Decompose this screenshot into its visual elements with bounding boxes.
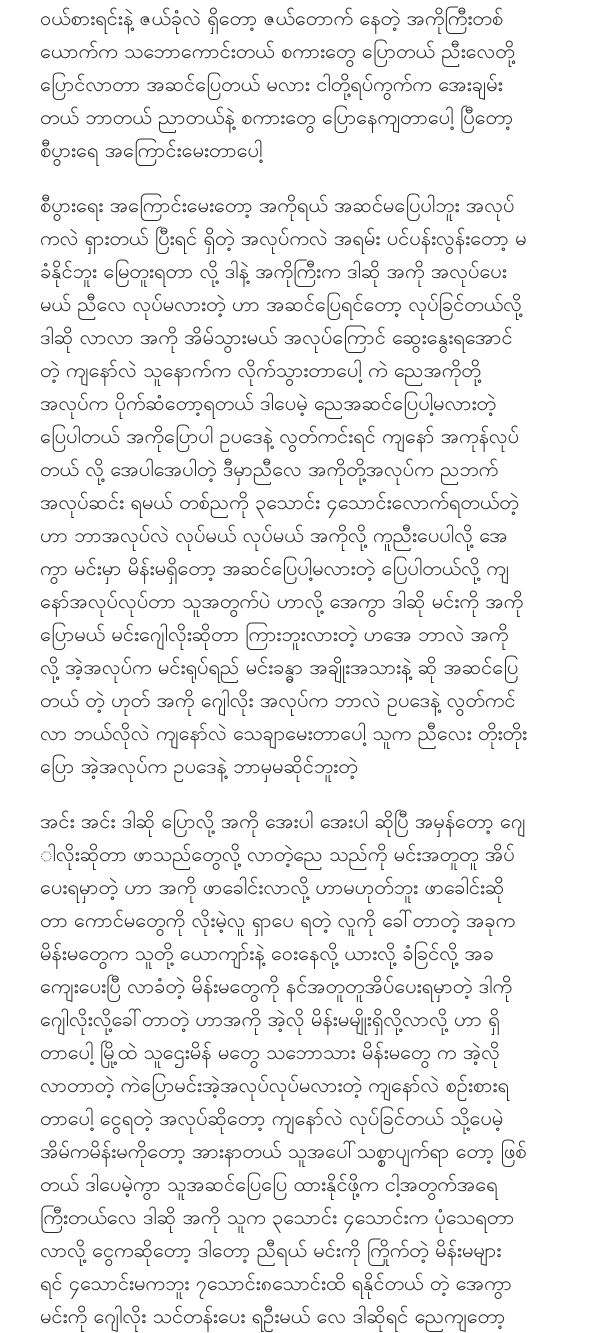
text-line: ခံနိုင်ဘူး မြေတူးရတာ လို့ ဒါနဲ့ အကိုကြီးက ဒါဆို အကို အလုပ်ပေး [40, 259, 507, 283]
text-line: မယ် ညီလေ လုပ်မလားတဲ့ ဟာ အဆင်ပြေရင်တော့ လုပ်ခြင်တယ်လို့ [40, 292, 522, 316]
text-line: ဒါဆို လာလာ အကို အိမ်သွားမယ် အလုပ်ကြောင် ဆွေးနွေးရအောင် [40, 325, 513, 349]
text-line: လို့ အဲ့အလုပ်က မင်းရုပ်ရည် မင်းခန္ဓာ အချိုးအသားနဲ့ ဆို အဆင်ပြေ [40, 655, 519, 679]
text-line: ကလဲ ရှားတယ် ပြီးရင် ရှိတဲ့ အလုပ်ကလဲ အရမ်း ပင်ပန်းလွန်းတော့ မ [40, 226, 527, 250]
text-line: တယ် တဲ့ ဟုတ် အကို ဂျေါလိုး အလုပ်က ဘာလဲ ဥပဒေနဲ့ လွတ်ကင် [40, 688, 516, 712]
text-line: ပြောင်လာတာ အဆင်ပြေတယ် မလား ငါတို့ရပ်ကွက်က အေးချမ်း [40, 72, 503, 96]
text-line: စီပွားရေ အကြောင်းမေးတာပေါ့ [40, 138, 263, 162]
text-line: ဟာ ဘာအလုပ်လဲ လုပ်မယ် လုပ်မယ် အကိုလို့ ကူညီးပေပါလို့ အေ [40, 523, 508, 547]
text-line: တာ ကောင်မတွေကို လိုးမဲ့လူ ရှာပေ ရတဲ့ လူကို ခေါ်တာတဲ့ အခုက [40, 908, 516, 932]
text-line: လာလို့ ငွေကဆိုတော့ ဒါတော့ ညီရယ် မင်းကို ကြိုက်တဲ့ မိန်းမများ [40, 1238, 502, 1262]
text-line: မိန်းမတွေက သူတို့ ယောကျာ်းနဲ့ ဝေးနေလို့ ယားလို့ ခံခြင်လို့ အခ [40, 941, 494, 965]
text-line: တဲ့ ကျနော်လဲ သူနောက်က လိုက်သွားတာပေါ့ ကဲ ညေအကိုတို့ [40, 358, 481, 382]
text-line: တယ် ဒါပေမဲ့ကွာ သူအဆင်ပြေပြေ ထားနိုင်ဖို့က ငါ့အတွက်အရေ [40, 1172, 498, 1196]
text-line: ကျေးပေးပြီ လာခံတဲ့ မိန်းမတွေကို နင်အတူတူအိပ်ပေးရမှာတဲ့ ဒါကို [40, 974, 513, 998]
paragraph-2 [40, 189, 594, 783]
text-line: ဝယ်စားရင်းနဲ့ ဇယ်ခုံလဲ ရှိတော့ ဇယ်တောက် နေတဲ့ အကိုကြီးတစ် [40, 6, 504, 30]
paragraph-3 [40, 805, 594, 1333]
text-line: ကြီးတယ်လေ ဒါဆို အကို သူက ၃သောင်း ၄သောင်းက ပုံသေရတာ [40, 1205, 515, 1229]
text-line: ါလိုးဆိုတာ ဖာသည်တွေလို့ လာတဲ့ညေ သည်ကို မင်းအတူတူ အိပ် [40, 842, 515, 866]
text-line: စီပွားရေး အကြောင်းမေးတော့ အကိုရယ် အဆင်မပြေပါဘူး အလုပ် [40, 193, 515, 217]
text-line: တာပေါ့ ငွေရတဲ့ အလုပ်ဆိုတော့ ကျနော်လဲ လုပ်ခြင်တယ် သို့ပေမဲ့ [40, 1106, 504, 1130]
text-line: တယ် လို့ အေပါအေပါတဲ့ ဒီမှာညီလေ အကိုတို့အလုပ်က ညဘက် [40, 457, 499, 481]
text-line: ပြောမယ် မင်းဂျေါလိုးဆိုတာ ကြားဘူးလားတဲ့ ဟအေ ဘာလဲ အကို [40, 622, 509, 646]
paragraph-1 [40, 2, 594, 167]
text-line: အိမ်ကမိန်းမကိုတော့ အားနာတယ် သူအပေါ်သစ္စာပျက်ရာ တော့ ဖြစ် [40, 1139, 527, 1163]
text-line: အလုပ်က ပိုက်ဆံတော့ရတယ် ဒါပေမဲ့ ညေအဆင်ပြေပါ့မလားတဲ့ [40, 391, 497, 415]
text-line: တာပေါ့ မြို့ထဲ သူဌေးမိန် မတွေ သဘောသား မိန်းမတွေ က အဲ့လို [40, 1040, 500, 1064]
text-line: ကွာ မင်းမှာ မိန်းမရှိတော့ အဆင်ပြေပါ့မလားတဲ့ ပြေပါတယ်လို့ ကျ [40, 556, 510, 580]
text-line: တယ် ဘာတယ် ညာတယ်နဲ့ စကားတွေ ပြောနေကျတာပေါ့ ပြီတော့ [40, 105, 514, 129]
text-line: အင်း အင်း ဒါဆို ပြောလို့ အကို အေးပါ အေးပါ ဆိုပြီ အမှန်တော့ ဂျေ [40, 809, 526, 833]
text-line: အလုပ်ဆင်း ရမယ် တစ်ညကို ၃သောင်း ၄သောင်းလောက်ရတယ်တဲ့ [40, 490, 519, 514]
text-line: မင်းကို ဂျေါလိုး သင်တန်းပေး ရဦးမယ် လေ ဒါဆိုရင် ညေကျတော့ [40, 1304, 506, 1328]
text-line: လာတာတဲ့ ကဲပြောမင်းအဲ့အလုပ်လုပ်မလားတဲ့ ကျနော်လဲ စဉ်းစားရ [40, 1073, 509, 1097]
text-line: လာ ဘယ်လိုလဲ ကျနော်လဲ သေချာမေးတာပေါ့ သူက ညီလေး တိုးတိုး [40, 721, 528, 745]
text-line: ယောက်က သဘောကောင်းတယ် စကားတွေ ပြောတယ် ညီးလေတို့ [40, 39, 515, 63]
text-line: ပြော အဲ့အလုပ်က ဥပဒေနဲ့ ဘာမှမဆိုင်ဘူးတဲ့ [40, 754, 358, 778]
text-line: ရင် ၄သောင်းမကဘူး ၇သောင်း၈သောင်းထိ ရနိုင်တယ် တဲ့ အေကွာ [40, 1271, 512, 1295]
text-line: နော်အလုပ်လုပ်တာ သူအတွက်ပဲ ဟာလို့ အေကွာ ဒါဆို မင်းကို အကို [40, 589, 524, 613]
text-line: ဂျေါလိုးလို့ခေါ်တာတဲ့ ဟာအကို အဲ့လို မိန်းမမျိုးရှိလို့လာလို့ ဟာ ရှိ [40, 1007, 500, 1031]
text-line: ပြေပါတယ် အကိုပြောပါ ဥပဒေနဲ့ လွတ်ကင်းရင် ကျနော် အကုန်လုပ် [40, 424, 520, 448]
text-line: ပေးရမှာတဲ့ ဟာ အကို ဖာခေါင်းလာလို့ ဟာမဟုတ်ဘူး ဖာခေါင်းဆို [40, 875, 505, 899]
